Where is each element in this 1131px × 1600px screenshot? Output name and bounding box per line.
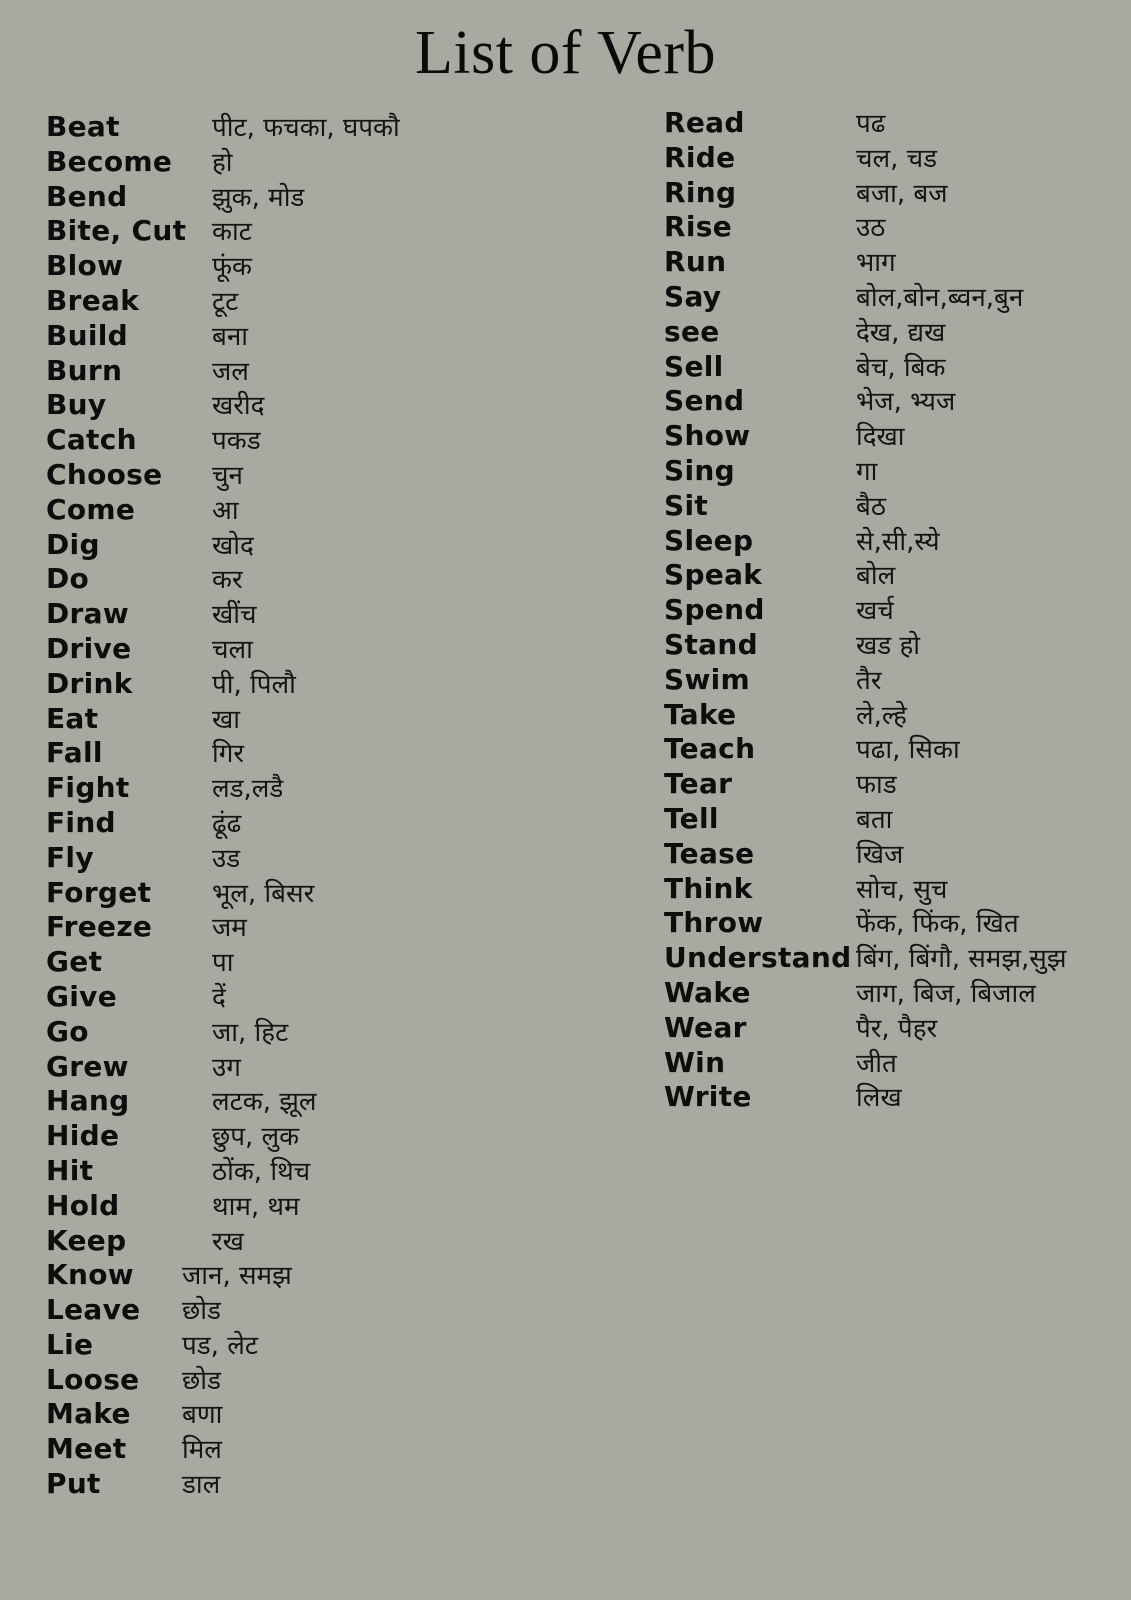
- verb-english: Fall: [46, 736, 103, 770]
- verb-hindi: पड, लेट: [182, 1330, 258, 1361]
- verb-row: [46, 1397, 586, 1432]
- verb-english: Put: [46, 1467, 101, 1501]
- verb-english: see: [664, 314, 720, 348]
- verb-hindi: खोद: [212, 530, 254, 561]
- verb-english: Fly: [46, 840, 94, 874]
- verb-row: [664, 350, 1124, 385]
- verb-english: Sleep: [664, 523, 754, 557]
- verb-hindi: लड,लडै: [212, 774, 284, 805]
- verb-row: [46, 1084, 586, 1119]
- verb-row: [664, 210, 1124, 245]
- verb-hindi: ले,ल्हे: [856, 700, 907, 731]
- verb-list-left: [46, 110, 586, 1502]
- verb-row: [664, 976, 1124, 1011]
- verb-hindi: बजा, बज: [856, 178, 948, 209]
- verb-row: [46, 1258, 586, 1293]
- verb-english: Burn: [46, 353, 123, 387]
- verb-hindi: जाग, बिज, बिजाल: [856, 978, 1036, 1009]
- verb-row: [664, 558, 1124, 593]
- verb-hindi: छोड: [182, 1296, 221, 1327]
- verb-row: [46, 528, 586, 563]
- verb-hindi: छुप, लुक: [212, 1122, 300, 1153]
- verb-hindi: ढूंढ: [212, 808, 242, 839]
- verb-english: Hold: [46, 1188, 120, 1222]
- verb-hindi: खिज: [856, 839, 904, 870]
- verb-hindi: बोल,बोन,ब्वन,बुन: [856, 282, 1024, 313]
- verb-row: [46, 214, 586, 249]
- verb-row: [46, 562, 586, 597]
- verb-hindi: झुक, मोड: [212, 182, 305, 213]
- verb-english: Do: [46, 562, 90, 596]
- verb-english: Wear: [664, 1010, 747, 1044]
- verb-row: [664, 802, 1124, 837]
- verb-hindi: बणा: [182, 1400, 223, 1431]
- verb-row: [46, 180, 586, 215]
- verb-hindi: पीट, फचका, घपकौ: [212, 113, 400, 143]
- verb-hindi: हो: [212, 147, 233, 178]
- verb-english: Wake: [664, 975, 751, 1009]
- verb-hindi: चला: [212, 634, 253, 665]
- verb-hindi: फेंक, फिंक, खित: [856, 909, 1019, 940]
- verb-row: [46, 980, 586, 1015]
- verb-hindi: उग: [212, 1052, 241, 1083]
- verb-hindi: खर्च: [856, 596, 894, 627]
- verb-english: Leave: [46, 1293, 141, 1327]
- verb-english: Become: [46, 144, 173, 178]
- verb-english: Ring: [664, 175, 737, 209]
- verb-row: [664, 906, 1124, 941]
- verb-row: [664, 315, 1124, 350]
- verb-row: [46, 1050, 586, 1085]
- verb-hindi: जल: [212, 356, 249, 387]
- verb-hindi: भूल, बिसर: [212, 878, 315, 909]
- verb-row: [664, 454, 1124, 489]
- verb-english: Freeze: [46, 910, 153, 944]
- verb-hindi: फूंक: [212, 252, 253, 283]
- verb-row: [664, 732, 1124, 767]
- verb-english: Tear: [664, 767, 733, 801]
- verb-hindi: दें: [212, 982, 226, 1013]
- verb-english: Buy: [46, 388, 107, 422]
- verb-english: Send: [664, 384, 745, 418]
- verb-hindi: बना: [212, 321, 249, 352]
- verb-english: Swim: [664, 662, 751, 696]
- verb-english: Forget: [46, 875, 152, 909]
- verb-hindi: छोड: [182, 1365, 221, 1396]
- verb-hindi: गा: [856, 456, 878, 487]
- verb-row: [46, 145, 586, 180]
- verb-hindi: चुन: [212, 460, 243, 491]
- verb-english: Take: [664, 697, 737, 731]
- verb-hindi: डाल: [182, 1470, 221, 1501]
- verb-hindi: फाड: [856, 770, 897, 801]
- verb-hindi: थाम, थम: [212, 1191, 300, 1222]
- verb-row: [46, 702, 586, 737]
- verb-english: Bite, Cut: [46, 214, 187, 248]
- verb-english: Go: [46, 1014, 89, 1048]
- verb-row: [46, 110, 586, 145]
- verb-row: [664, 419, 1124, 454]
- verb-hindi: जीत: [856, 1048, 897, 1079]
- verb-hindi: लिख: [856, 1083, 902, 1114]
- verb-english: Write: [664, 1080, 752, 1114]
- verb-row: [46, 1363, 586, 1398]
- verb-hindi: पी, पिलौ: [212, 669, 296, 700]
- verb-hindi: पढा, सिका: [856, 735, 960, 766]
- verb-row: [46, 1119, 586, 1154]
- verb-hindi: बिंग, बिंगौ, समझ,सुझ: [856, 944, 1067, 975]
- verb-row: [46, 771, 586, 806]
- verb-row: [46, 284, 586, 319]
- verb-english: Sell: [664, 349, 724, 383]
- verb-row: [664, 872, 1124, 907]
- verb-hindi: बता: [856, 804, 893, 835]
- verb-row: [46, 1328, 586, 1363]
- verb-hindi: भेज, भ्यज: [856, 387, 956, 418]
- verb-english: Lie: [46, 1327, 94, 1361]
- verb-row: [664, 176, 1124, 211]
- verb-row: [664, 663, 1124, 698]
- verb-hindi: बेच, बिक: [856, 352, 946, 383]
- page-title: List of Verb: [414, 19, 717, 87]
- verb-row: [46, 910, 586, 945]
- verb-hindi: पा: [212, 948, 234, 979]
- verb-english: Meet: [46, 1432, 127, 1466]
- verb-hindi: सोच, सुच: [856, 874, 948, 905]
- verb-english: Understand: [664, 941, 852, 975]
- verb-hindi: आ: [212, 495, 239, 526]
- verb-hindi: खड हो: [856, 630, 920, 661]
- verb-row: [46, 1189, 586, 1224]
- verb-english: Keep: [46, 1223, 127, 1257]
- verb-row: [664, 698, 1124, 733]
- verb-english: Blow: [46, 249, 124, 283]
- verb-english: Bend: [46, 179, 128, 213]
- verb-row: [46, 458, 586, 493]
- verb-english: Read: [664, 106, 745, 139]
- verb-list-right: [664, 106, 1124, 1115]
- verb-hindi: खींच: [212, 600, 257, 631]
- verb-row: [46, 841, 586, 876]
- verb-english: Get: [46, 945, 103, 979]
- verb-english: Win: [664, 1045, 726, 1079]
- verb-hindi: कर: [212, 565, 243, 596]
- verb-row: [664, 489, 1124, 524]
- verb-english: Come: [46, 492, 136, 526]
- verb-row: [664, 941, 1124, 976]
- verb-hindi: भाग: [856, 248, 896, 279]
- verb-hindi: ठोंक, थिच: [212, 1156, 311, 1187]
- verb-row: [664, 106, 1124, 141]
- verb-english: Sit: [664, 488, 709, 522]
- verb-row: [664, 1080, 1124, 1115]
- verb-row: [46, 806, 586, 841]
- verb-hindi: खा: [212, 704, 241, 735]
- verb-english: Sing: [664, 453, 735, 487]
- verb-row: [46, 1154, 586, 1189]
- verb-english: Show: [664, 419, 751, 453]
- verb-english: Hit: [46, 1153, 94, 1187]
- verb-row: [664, 593, 1124, 628]
- verb-hindi: उठ: [856, 213, 886, 244]
- verb-english: Find: [46, 805, 116, 839]
- verb-english: Beat: [46, 110, 120, 143]
- verb-english: Grew: [46, 1049, 129, 1083]
- verb-row: [664, 1046, 1124, 1081]
- verb-row: [46, 249, 586, 284]
- verb-hindi: जा, हिट: [212, 1017, 289, 1048]
- verb-hindi: खरीद: [212, 391, 265, 422]
- verb-hindi: जान, समझ: [182, 1261, 292, 1292]
- verb-row: [664, 141, 1124, 176]
- verb-english: Tell: [664, 801, 719, 835]
- verb-row: [664, 628, 1124, 663]
- verb-hindi: काट: [212, 217, 252, 248]
- verb-english: Loose: [46, 1362, 140, 1396]
- verb-english: Give: [46, 979, 118, 1013]
- verb-hindi: लटक, झूल: [212, 1087, 317, 1118]
- verb-english: Think: [664, 871, 753, 905]
- verb-row: [46, 876, 586, 911]
- verb-row: [46, 945, 586, 980]
- verb-hindi: दिखा: [856, 422, 905, 453]
- verb-english: Ride: [664, 140, 736, 174]
- verb-row: [46, 354, 586, 389]
- verb-english: Dig: [46, 527, 100, 561]
- verb-english: Speak: [664, 558, 763, 592]
- verb-hindi: तैर: [856, 665, 882, 696]
- verb-row: [46, 319, 586, 354]
- verb-hindi: उड: [212, 843, 241, 874]
- verb-row: [664, 1011, 1124, 1046]
- verb-english: Say: [664, 279, 722, 313]
- verb-row: [46, 1467, 586, 1502]
- verb-hindi: से,सी,स्ये: [856, 526, 940, 557]
- verb-english: Hide: [46, 1119, 120, 1153]
- verb-english: Break: [46, 283, 140, 317]
- verb-english: Eat: [46, 701, 99, 735]
- verb-hindi: पढ: [856, 109, 886, 139]
- verb-hindi: गिर: [212, 739, 245, 770]
- verb-hindi: टूट: [212, 286, 239, 317]
- verb-hindi: मिल: [182, 1435, 222, 1466]
- verb-hindi: बैठ: [856, 491, 886, 522]
- verb-hindi: रख: [212, 1226, 244, 1257]
- verb-hindi: पैर, पैहर: [856, 1013, 938, 1044]
- verb-hindi: जम: [212, 913, 247, 944]
- verb-english: Run: [664, 245, 727, 279]
- verb-row: [46, 597, 586, 632]
- verb-row: [46, 493, 586, 528]
- verb-hindi: पकड: [212, 426, 261, 457]
- verb-hindi: देख, द्यख: [856, 317, 946, 348]
- verb-hindi: चल, चड: [856, 143, 938, 174]
- verb-row: [664, 280, 1124, 315]
- verb-english: Throw: [664, 906, 764, 940]
- verb-english: Drink: [46, 666, 133, 700]
- verb-english: Teach: [664, 732, 756, 766]
- verb-row: [46, 1293, 586, 1328]
- verb-english: Hang: [46, 1084, 130, 1118]
- verb-row: [46, 423, 586, 458]
- verb-row: [46, 667, 586, 702]
- verb-row: [664, 524, 1124, 559]
- verb-english: Build: [46, 318, 129, 352]
- verb-english: Rise: [664, 210, 733, 244]
- verb-row: [664, 837, 1124, 872]
- verb-english: Make: [46, 1397, 131, 1431]
- verb-row: [46, 736, 586, 771]
- verb-english: Drive: [46, 631, 132, 665]
- verb-english: Know: [46, 1258, 134, 1292]
- verb-row: [46, 1224, 586, 1259]
- verb-english: Tease: [664, 836, 755, 870]
- verb-row: [46, 1432, 586, 1467]
- verb-row: [46, 632, 586, 667]
- verb-hindi: बोल: [856, 561, 896, 592]
- verb-english: Choose: [46, 457, 163, 491]
- verb-row: [46, 388, 586, 423]
- verb-row: [664, 384, 1124, 419]
- verb-english: Catch: [46, 423, 137, 457]
- verb-english: Fight: [46, 771, 130, 805]
- verb-row: [664, 767, 1124, 802]
- verb-english: Draw: [46, 597, 130, 631]
- verb-row: [664, 245, 1124, 280]
- verb-english: Spend: [664, 593, 765, 627]
- verb-row: [46, 1015, 586, 1050]
- verb-english: Stand: [664, 627, 758, 661]
